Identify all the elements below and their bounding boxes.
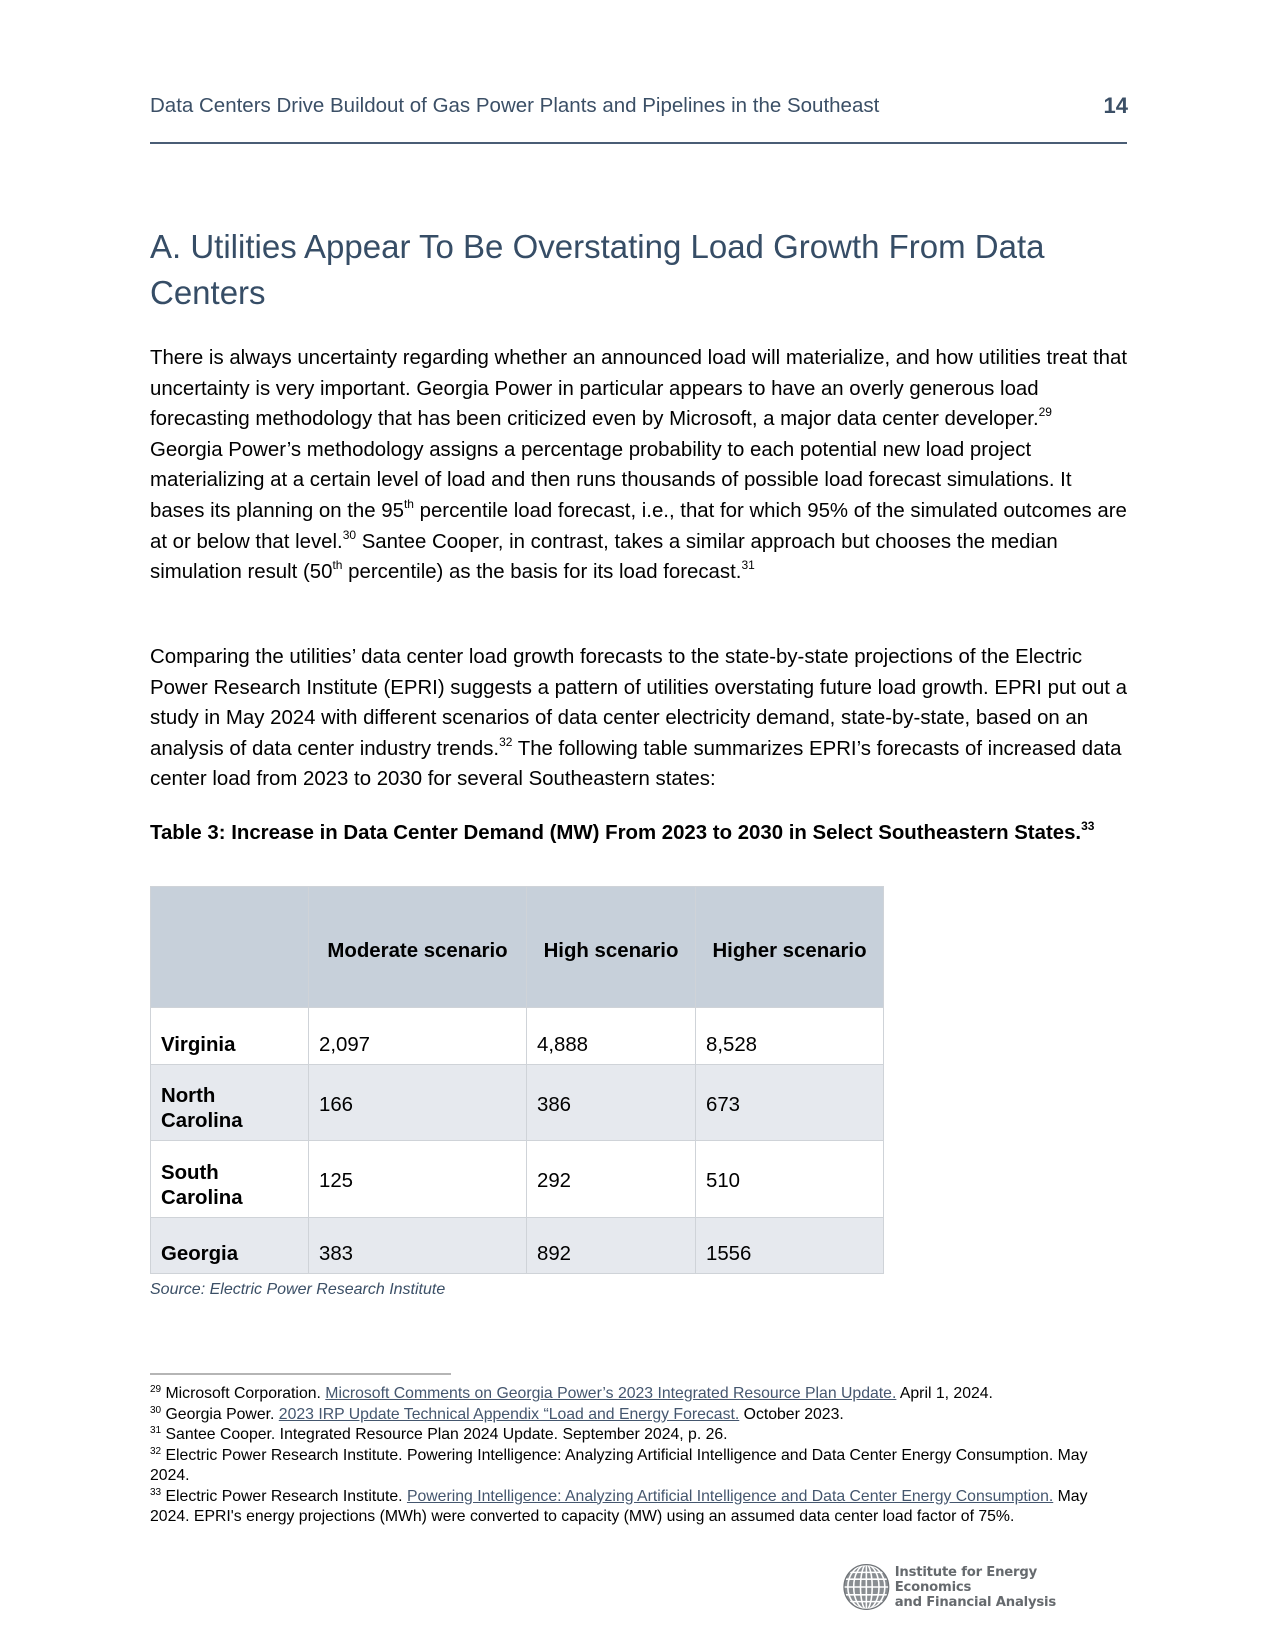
high-cell: 892 [527,1218,696,1274]
higher-cell: 510 [696,1141,884,1218]
paragraph-text: Comparing the utilities’ data center load growth forecasts to the state-by-state projections of the Electric Power Research Institute (EPRI) suggests a pattern of utilities overstating future load growth. EPRI put out a study in May 2024 with different scenarios of data center electricity demand, state-by-state, based on an analysis of data center industry trends. [150,646,1127,760]
footnote-ref[interactable]: 32 [499,734,513,749]
state-cell: South Carolina [151,1141,309,1218]
table-source: Source: Electric Power Research Institute [150,1281,446,1298]
table-row [151,1218,884,1274]
footnote-text: Electric Power Research Institute. Powering Intelligence: Analyzing Artificial Intelligence and Data Center Energy Consumption. May 2024. [150,1446,1088,1484]
footnote-number: 29 [150,1384,162,1395]
table-caption [150,820,1110,847]
footnote-ref[interactable]: 29 [1038,405,1052,420]
paragraph-text: percentile) as the basis for its load forecast. [342,561,742,584]
ordinal-suffix: th [403,496,414,511]
paragraph-text: There is always uncertainty regarding whether an announced load will materialize, and how utilities treat that uncertainty is very important. Georgia Power in particular appears to have an overly generous load forecasting methodology that has been criticized even by Microsoft, a major data center developer. [150,347,1128,431]
column-header-high: High scenario [527,887,696,1008]
globe-icon [842,1562,891,1612]
data-center-demand-table [150,886,884,1274]
table-row [151,1141,884,1218]
moderate-cell: 383 [309,1218,527,1274]
running-header-title: Data Centers Drive Buildout of Gas Power Plants and Pipelines in the Southeast [150,94,880,117]
footnote-divider [150,1373,451,1375]
footnote-number: 31 [150,1425,162,1436]
high-cell: 386 [527,1065,696,1141]
footnote-ref[interactable]: 31 [741,558,755,573]
body-paragraph-1 [150,343,1130,588]
higher-cell: 1556 [696,1218,884,1274]
footnote-text: October 2023. [739,1405,844,1423]
footnote-32 [150,1446,1130,1487]
footnote-number: 30 [150,1404,162,1416]
header-divider [150,142,1127,144]
footnote-text: Microsoft Corporation. [161,1385,326,1402]
table-header-row [151,887,884,1008]
footnote-ref[interactable]: 33 [1081,819,1095,833]
state-cell: Virginia [151,1008,309,1065]
higher-cell: 8,528 [696,1008,884,1065]
paragraph-text: Georgia Power’s methodology assigns a percentage probability to each potential new load project materializing at a certain level of load and then runs thousands of possible load forecast simulations. It bases its planning on the 95 [150,438,1072,522]
footnote-number: 32 [150,1445,162,1457]
footnote-ref[interactable]: 30 [342,527,357,542]
footnote-text: Georgia Power. [161,1405,279,1423]
footnote-link[interactable]: Powering Intelligence: Analyzing Artificial Intelligence and Data Center Energy Consumption. [406,1487,1054,1505]
footnote-link[interactable]: Microsoft Comments on Georgia Power’s 2023 Integrated Resource Plan Update. [325,1385,897,1402]
paragraph-text: Santee Cooper, in contrast, takes a similar approach but chooses the median simulation result (50 [150,530,1058,584]
footnote-text: Electric Power Research Institute. [161,1487,407,1505]
column-header-moderate: Moderate scenario [309,887,527,1008]
footnote-29 [150,1384,1130,1405]
footnote-number: 33 [150,1486,162,1498]
table-row [151,1065,884,1141]
high-cell: 4,888 [527,1008,696,1065]
footnote-31 [150,1425,1130,1446]
section-heading: A. Utilities Appear To Be Overstating Load Growth From Data Centers [150,228,1045,311]
logo-line-2: and Financial Analysis [894,1594,1056,1610]
footnote-text: April 1, 2024. [896,1385,993,1402]
body-paragraph-2 [150,642,1130,795]
logo-text [895,1565,1112,1610]
footnote-link[interactable]: 2023 IRP Update Technical Appendix “Load and Energy Forecast. [278,1405,740,1423]
state-cell: Georgia [151,1218,309,1274]
footnote-30 [150,1405,1130,1426]
moderate-cell: 125 [309,1141,527,1218]
paragraph-text: percentile load forecast, i.e., that for which 95% of the simulated outcomes are at or below that level. [150,499,1127,553]
column-header-higher: Higher scenario [696,887,884,1008]
footnote-text: May 2024. EPRI's energy projections (MWh) were converted to capacity (MW) using an assumed data center load factor of 75%. [150,1487,1088,1525]
footnotes [150,1384,1130,1528]
moderate-cell: 166 [309,1065,527,1141]
ieefa-logo [842,1560,1112,1614]
high-cell: 292 [527,1141,696,1218]
higher-cell: 673 [696,1065,884,1141]
state-cell: North Carolina [151,1065,309,1141]
table-caption-text: Table 3: Increase in Data Center Demand (MW) From 2023 to 2030 in Select Southeastern States. [150,822,1082,844]
paragraph-text: The following table summarizes EPRI’s forecasts of increased data center load from 2023 to 2030 for several Southeastern states: [150,737,1122,791]
footnote-text: Santee Cooper. Integrated Resource Plan 2024 Update. September 2024, p. 26. [161,1426,728,1443]
ordinal-suffix: th [332,558,343,573]
column-header-state [151,887,309,1008]
footnote-33 [150,1487,1130,1528]
page-number: 14 [1103,93,1128,118]
moderate-cell: 2,097 [309,1008,527,1065]
logo-line-1: Institute for Energy Economics [894,1564,1037,1595]
table-row [151,1008,884,1065]
